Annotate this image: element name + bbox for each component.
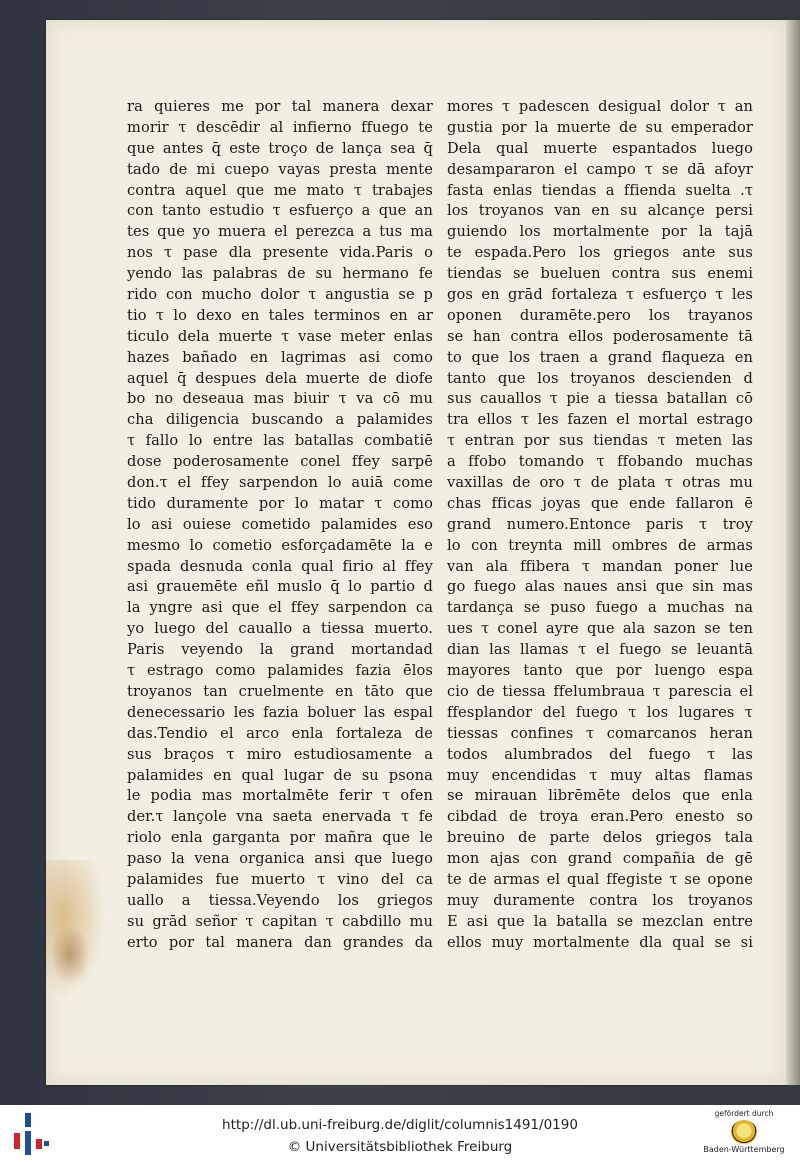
text-line: dian las llamas τ el fuego se leuantā <box>447 641 753 659</box>
text-line: sus cauallos τ pie a tiessa batallan cō <box>447 390 753 408</box>
text-line: te de armas el qual ffegiste τ se opone <box>447 870 753 888</box>
text-line: vaxillas de oro τ de plata τ otras mu <box>447 474 753 492</box>
text-line: van ala ffibera τ mandan poner lue <box>447 557 753 575</box>
text-line: muy duramente contra los troyanos <box>447 891 753 909</box>
text-line: le podia mas mortalmēte ferir τ ofen <box>127 787 433 805</box>
text-line: paso la vena organica ansi que luego <box>127 850 433 868</box>
text-line: aquel q̄ despues dela muerte de diofe <box>127 369 433 387</box>
left-text-column <box>127 97 433 954</box>
text-line: τ entran por sus tiendas τ meten las <box>447 432 753 450</box>
text-line: oponen duramēte.pero los trayanos <box>447 306 753 324</box>
text-line: tado de mi cuepo vayas presta mente <box>127 160 433 178</box>
text-line: yo luego del cauallo a tiessa muerto. <box>127 620 433 638</box>
text-line: ues τ conel ayre que ala sazon se ten <box>447 620 753 638</box>
text-line: tiendas se bueluen contra sus enemi <box>447 265 753 283</box>
text-line: der.τ lançole vna saeta enervada τ fe <box>127 808 433 826</box>
text-line: τ estrago como palamides fazia ēlos <box>127 662 433 680</box>
text-line: se mirauan librēmēte delos que enla <box>447 787 753 805</box>
text-line: nos τ pase dla presente vida.Paris o <box>127 244 433 262</box>
text-line: tardança se puso fuego a muchas na <box>447 599 753 617</box>
text-line: don.τ el ffey sarpendon lo auiā come <box>127 474 433 492</box>
text-line: los troyanos van en su alcançe persi <box>447 202 753 220</box>
sponsor-name: Baden-Württemberg <box>703 1145 785 1154</box>
text-line: muy encendidas τ muy altas flamas <box>447 766 753 784</box>
text-line: troyanos tan cruelmente en tāto que <box>127 682 433 700</box>
text-line: hazes bañado en lagrimas asi como <box>127 348 433 366</box>
text-line: erto por tal manera dan grandes da <box>127 933 433 951</box>
text-line: tiessas confines τ comarcanos heran <box>447 724 753 742</box>
text-line: tra ellos τ les fazen el mortal estrago <box>447 411 753 429</box>
copyright-notice: © Universitätsbibliothek Freiburg <box>287 1139 513 1155</box>
text-line: mon ajas con grand compañia de gē <box>447 850 753 868</box>
water-stain-dark <box>50 925 90 985</box>
text-line: a ffobo tomando τ ffobando muchas <box>447 453 753 471</box>
permalink-url[interactable]: http://dl.ub.uni-freiburg.de/diglit/columnis1491/0190 <box>222 1117 578 1133</box>
text-line: go fuego alas naues ansi que sin mas <box>447 578 753 596</box>
text-line: la yngre asi que el ffey sarpendon ca <box>127 599 433 617</box>
text-line: ffesplandor del fuego τ los lugares τ <box>447 703 753 721</box>
text-line: grand numero.Entonce paris τ troy <box>447 515 753 533</box>
text-line: bo no deseaua mas biuir τ va cō mu <box>127 390 433 408</box>
text-line: palamides en qual lugar de su psona <box>127 766 433 784</box>
text-line: desampararon el campo τ se dā afoyr <box>447 160 753 178</box>
text-line: su grād señor τ capitan τ cabdillo mu <box>127 912 433 930</box>
text-line: das.Tendio el arco enla fortaleza de <box>127 724 433 742</box>
text-line: mayores tanto que por luengo espa <box>447 662 753 680</box>
text-line: tio τ lo dexo en tales terminos en ar <box>127 306 433 324</box>
text-line: tido duramente por lo matar τ como <box>127 494 433 512</box>
text-line: chas fficas joyas que ende fallaron ē <box>447 494 753 512</box>
page-edge <box>786 20 800 1085</box>
text-line: cibdad de troya eran.Pero enesto so <box>447 808 753 826</box>
text-line: gos en grād fortaleza τ esfuerço τ les <box>447 286 753 304</box>
text-line: tes que yo muera el perezca a tus ma <box>127 223 433 241</box>
text-line: ellos muy mortalmente dla qual se si <box>447 933 753 951</box>
text-line: mores τ padescen desigual dolor τ an <box>447 98 753 115</box>
text-line: gustia por la muerte de su emperador <box>447 118 753 136</box>
text-line: ticulo dela muerte τ vase meter enlas <box>127 327 433 345</box>
text-line: contra aquel que me mato τ trabajes <box>127 181 433 199</box>
sponsor-label: gefördert durch <box>714 1109 774 1118</box>
viewer-footer <box>0 1105 800 1162</box>
text-line: morir τ descēdir al infierno ffuego te <box>127 118 433 136</box>
text-line: sus braços τ miro estudiosamente a <box>127 745 433 763</box>
text-line: uallo a tiessa.Veyendo los griegos <box>127 891 433 909</box>
text-line: con tanto estudio τ esfuerço a que an <box>127 202 433 220</box>
text-line: breuino de parte delos griegos tala <box>447 829 753 847</box>
text-line: τ fallo lo entre las batallas combatiē <box>127 432 433 450</box>
text-line: se han contra ellos poderosamente tā <box>447 327 753 345</box>
text-line: mesmo lo cometio esforçadamēte la e <box>127 536 433 554</box>
text-line: tanto que los troyanos descienden d <box>447 369 753 387</box>
right-text-column <box>447 97 753 954</box>
text-line: Paris veyendo la grand mortandad <box>127 641 433 659</box>
text-line: rido con mucho dolor τ angustia se p <box>127 286 433 304</box>
sponsor-block <box>694 1109 794 1159</box>
text-line: te espada.Pero los griegos ante sus <box>447 244 753 262</box>
text-line: que antes q̄ este troço de lança sea q̄ <box>127 139 433 157</box>
text-line: riolo enla garganta por mañra que le <box>127 829 433 847</box>
text-line: Dela qual muerte espantados luego <box>447 139 753 157</box>
text-line: yendo las palabras de su hermano fe <box>127 265 433 283</box>
text-line: guiendo los mortalmente por la tajā <box>447 223 753 241</box>
text-line: ra quieres me por tal manera dexar <box>127 98 433 115</box>
text-line: to que los traen a grand flaqueza en <box>447 348 753 366</box>
text-line: denecessario les fazia boluer las espal <box>127 703 433 721</box>
text-line: cio de tiessa ffelumbraua τ parescia el <box>447 682 753 700</box>
text-line: E asi que la batalla se mezclan entre <box>447 912 753 930</box>
text-line: spada desnuda conla qual firio al ffey <box>127 557 433 575</box>
text-line: lo con treynta mill ombres de armas <box>447 536 753 554</box>
baden-wuerttemberg-crest-icon <box>731 1120 757 1144</box>
text-line: dose poderosamente conel ffey sarpē <box>127 453 433 471</box>
text-line: fasta enlas tiendas a ffienda suelta .τ <box>447 181 753 199</box>
text-line: cha diligencia buscando a palamides <box>127 411 433 429</box>
text-line: palamides fue muerto τ vino del ca <box>127 870 433 888</box>
text-line: lo asi ouiese cometido palamides eso <box>127 515 433 533</box>
text-line: todos alumbrados del fuego τ las <box>447 745 753 763</box>
text-line: asi grauemēte eñl muslo q̄ lo partio d <box>127 578 433 596</box>
